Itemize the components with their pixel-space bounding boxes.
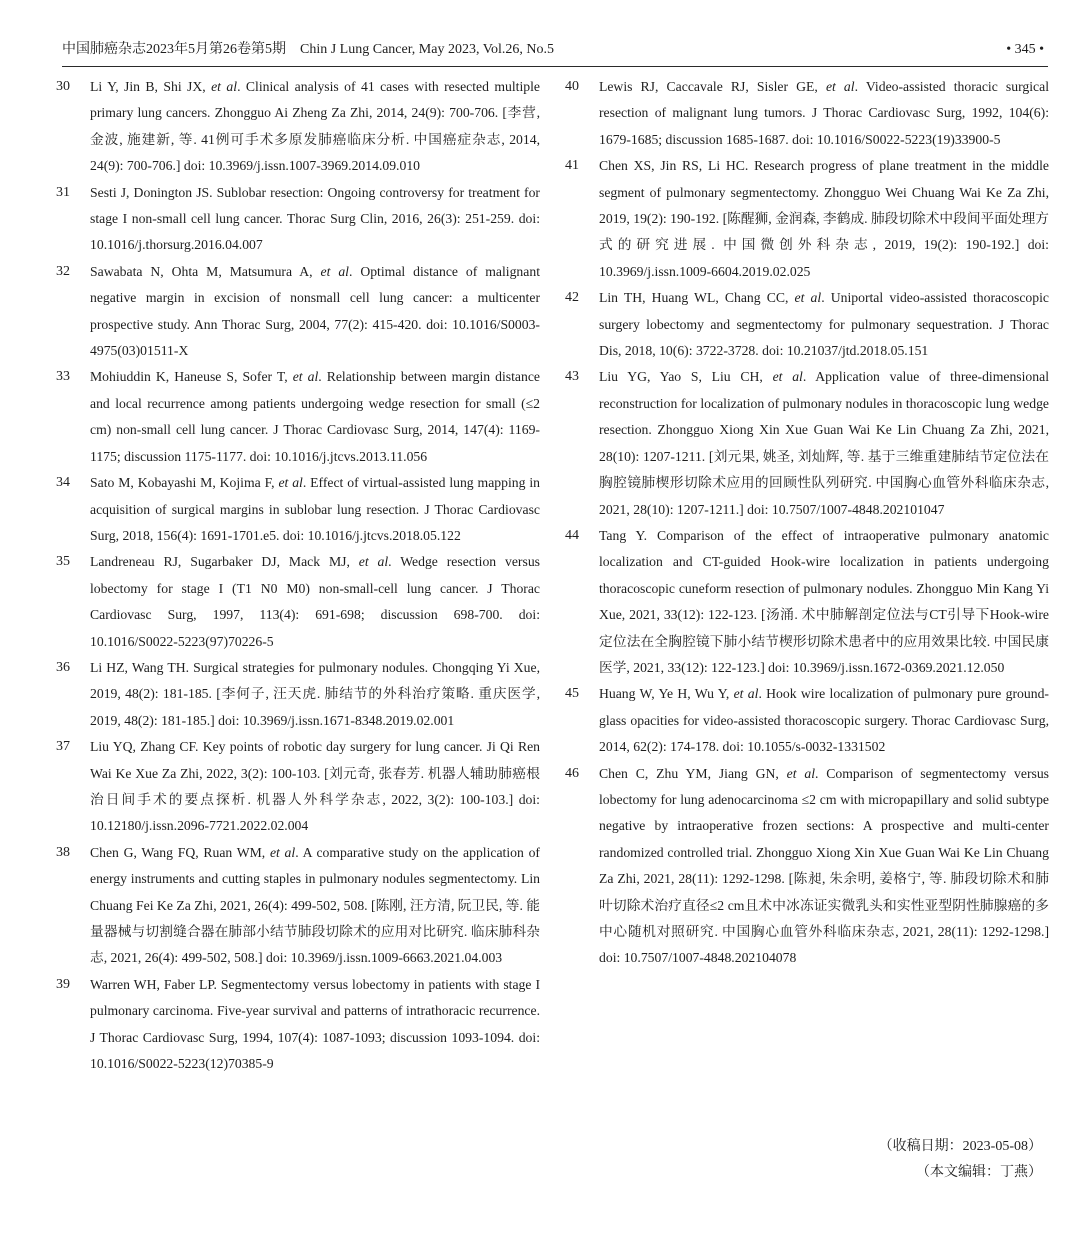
reference-text bbox=[599, 153, 1049, 285]
reference-body: Sesti J, Donington JS. Sublobar resection: Ongoing controversy for treatment for stage I non-small cell lung cancer. Thorac Surg Clin, 2016, 26(3): 251-259. doi: 10.1016/j.thorsurg.2016.04.007 bbox=[90, 184, 540, 253]
reference-body: Tang Y. Comparison of the effect of intraoperative pulmonary anatomic localization and CT-guided Hook-wire localization in patients undergoing thoracoscopic cuneform resection of pulmonary nodules. Zhongguo Min Kang Yi Xue, 2021, 33(12): 122-123. [汤涌. 术中肺解剖定位法与CT引导下Hook-wire定位法在全胸腔镜下肺小结节楔形切除术患者中的应用效果比较. 中国民康医学, 2021, 33(12): 122-123.] doi: 10.3969/j.issn.1672-0369.2021.12.050 bbox=[599, 527, 1049, 675]
reference-text bbox=[90, 972, 540, 1078]
reference-number: 42 bbox=[565, 290, 579, 306]
reference-item bbox=[56, 74, 540, 180]
reference-authors: Lewis RJ, Caccavale RJ, Sisler GE, bbox=[599, 79, 826, 94]
reference-text bbox=[90, 734, 540, 840]
reference-et-al: et al bbox=[772, 369, 803, 385]
reference-et-al: et al bbox=[278, 475, 303, 491]
reference-text bbox=[599, 74, 1049, 153]
reference-item bbox=[565, 681, 1049, 760]
reference-number: 35 bbox=[56, 554, 70, 570]
reference-item bbox=[565, 523, 1049, 681]
editor-note: （本文编辑：丁燕） bbox=[916, 1165, 1042, 1180]
reference-authors: Liu YG, Yao S, Liu CH, bbox=[599, 369, 773, 385]
reference-text bbox=[90, 840, 540, 972]
reference-body: . A comparative study on the application of energy instruments and cutting staples in pulmonary nodules segmentectomy. Lin Chuang Fei Ke Za Zhi, 2021, 26(4): 499-502, 508. [陈刚, 汪方清, 阮卫民, 等. 能量器械与切割缝合器在肺部小结节肺段切除术的应用对比研究. 临床肺科杂志, 2021, 26(4): 499-502, 508.] doi: 10.3969/j.issn.1009-6663.2021.04.003 bbox=[90, 844, 540, 966]
reference-column-right bbox=[565, 74, 1049, 972]
reference-body: . Hook wire localization of pulmonary pure ground-glass opacities for video-assisted thoracoscopic surgery. Thorac Cardiovasc Surg, 2014, 62(2): 174-178. doi: 10.1055/s-0032-1331502 bbox=[599, 686, 1049, 755]
reference-body: . Optimal distance of malignant negative margin in excision of nonsmall cell lung cancer: a multicenter prospective study. Ann Thorac Surg, 2004, 77(2): 415-420. doi: 10.1016/S0003-4975(03)01511-X bbox=[90, 263, 541, 359]
reference-item bbox=[56, 259, 540, 365]
reference-authors: Chen C, Zhu YM, Jiang GN, bbox=[599, 765, 787, 781]
reference-authors: Sato M, Kobayashi M, Kojima F, bbox=[90, 475, 279, 491]
reference-et-al: et al bbox=[320, 263, 349, 279]
reference-body: . Application value of three-dimensional reconstruction for localization of pulmonary nodules in thoracoscopic lung wedge resection. Zhongguo Xiong Xin Xue Guan Wai Ke Lin Chuang Za Zhi, 2021, 28(10): 1207-1211. [刘元果, 姚圣, 刘灿辉, 等. 基于三维重建肺结节定位法在胸腔镜肺楔形切除术应用的回顾性队列研究. 中国胸心血管外科临床杂志, 2021, 28(10): 1207-1211.] doi: 10.7507/1007-4848.202101047 bbox=[599, 369, 1049, 517]
reference-item bbox=[565, 285, 1049, 364]
reference-item bbox=[56, 549, 540, 655]
reference-text bbox=[90, 364, 540, 470]
reference-body: . Video-assisted thoracic surgical resection of malignant lung tumors. J Thorac Cardiovasc Surg, 1992, 104(6): 1679-1685; discussion 1685-1687. doi: 10.1016/S0022-5223(19)33900-5 bbox=[599, 79, 1049, 147]
reference-text bbox=[90, 655, 540, 734]
reference-et-al: et al bbox=[733, 686, 759, 702]
reference-authors: Lin TH, Huang WL, Chang CC, bbox=[599, 290, 795, 306]
reference-text bbox=[599, 364, 1049, 522]
reference-item bbox=[56, 364, 540, 470]
reference-body: . Wedge resection versus lobectomy for stage I (T1 N0 M0) non-small-cell lung cancer. J Thorac Cardiovasc Surg, 1997, 113(4): 691-698; discussion 698-700. doi: 10.1016/S0022-5223(97)70226-5 bbox=[90, 554, 540, 649]
reference-number: 32 bbox=[56, 263, 70, 279]
reference-text bbox=[90, 180, 540, 259]
reference-text bbox=[599, 761, 1049, 972]
reference-item bbox=[56, 972, 540, 1078]
reference-number: 31 bbox=[56, 184, 70, 200]
reference-et-al: et al bbox=[794, 290, 822, 306]
reference-authors: Mohiuddin K, Haneuse S, Sofer T, bbox=[90, 369, 293, 385]
reference-body: Liu YQ, Zhang CF. Key points of robotic day surgery for lung cancer. Ji Qi Ren Wai Ke Xue Za Zhi, 2022, 3(2): 100-103. [刘元奇, 张春芳. 机器人辅助肺癌根治日间手术的要点探析. 机器人外科学杂志, 2022, 3(2): 100-103.] doi: 10.12180/j.issn.2096-7721.2022.02.004 bbox=[90, 739, 540, 834]
reference-et-al: et al bbox=[211, 79, 238, 94]
reference-number: 36 bbox=[56, 659, 70, 675]
reference-number: 37 bbox=[56, 739, 70, 755]
reference-number: 43 bbox=[565, 369, 579, 385]
reference-authors: Sawabata N, Ohta M, Matsumura A, bbox=[90, 263, 321, 279]
reference-authors: Chen G, Wang FQ, Ruan WM, bbox=[90, 844, 270, 860]
reference-text bbox=[599, 285, 1049, 364]
reference-body: . Uniportal video-assisted thoracoscopic surgery lobectomy and segmentectomy for pulmonary sequestration. J Thorac Dis, 2018, 10(6): 3722-3728. doi: 10.21037/jtd.2018.05.151 bbox=[599, 290, 1049, 359]
reference-number: 46 bbox=[565, 765, 579, 781]
reference-authors: Li Y, Jin B, Shi JX, bbox=[90, 79, 212, 94]
reference-item bbox=[56, 734, 540, 840]
reference-et-al: et al bbox=[358, 554, 389, 570]
reference-item bbox=[56, 655, 540, 734]
reference-number: 40 bbox=[565, 79, 579, 94]
reference-number: 34 bbox=[56, 475, 70, 491]
reference-text bbox=[90, 259, 540, 365]
reference-item bbox=[565, 153, 1049, 285]
reference-et-al: et al bbox=[292, 369, 319, 385]
reference-item bbox=[565, 364, 1049, 522]
reference-body: . Effect of virtual-assisted lung mapping in acquisition of surgical margins in sublobar lung resection. J Thorac Cardiovasc Surg, 2018, 156(4): 1691-1701.e5. doi: 10.1016/j.jtcvs.2018.05.122 bbox=[90, 475, 540, 543]
running-header bbox=[62, 36, 1048, 67]
reference-number: 33 bbox=[56, 369, 70, 385]
reference-et-al: et al bbox=[825, 79, 855, 94]
reference-column-left bbox=[56, 74, 540, 1077]
reference-text bbox=[90, 549, 540, 655]
reference-authors: Landreneau RJ, Sugarbaker DJ, Mack MJ, bbox=[90, 554, 359, 570]
reference-body: . Relationship between margin distance and local recurrence among patients undergoing wedge resection for small (≤2 cm) non-small cell lung cancer. J Thorac Cardiovasc Surg, 2014, 147(4): 1169-1175; discussion 1175-1177. doi: 10.1016/j.jtcvs.2013.11.056 bbox=[90, 369, 540, 464]
reference-item bbox=[56, 840, 540, 972]
reference-item bbox=[56, 180, 540, 259]
reference-number: 30 bbox=[56, 79, 70, 94]
reference-number: 45 bbox=[565, 686, 579, 702]
reference-body: Li HZ, Wang TH. Surgical strategies for pulmonary nodules. Chongqing Yi Xue, 2019, 48(2): 181-185. [李何子, 汪天虎. 肺结节的外科治疗策略. 重庆医学, 2019, 48(2): 181-185.] doi: 10.3969/j.issn.1671-8348.2019.02.001 bbox=[90, 659, 540, 728]
reference-body: Warren WH, Faber LP. Segmentectomy versus lobectomy in patients with stage I pulmonary carcinoma. Five-year survival and patterns of intrathoracic recurrence. J Thorac Cardiovasc Surg, 1994, 107(4): 1087-1093; discussion 1093-1094. doi: 10.1016/S0022-5223(12)70385-9 bbox=[90, 976, 540, 1072]
page-number: • 345 • bbox=[1006, 42, 1044, 57]
reference-text bbox=[599, 681, 1049, 760]
reference-number: 41 bbox=[565, 158, 579, 174]
reference-number: 44 bbox=[565, 527, 579, 543]
reference-text bbox=[599, 523, 1049, 681]
reference-authors: Huang W, Ye H, Wu Y, bbox=[599, 686, 734, 702]
reference-number: 39 bbox=[56, 976, 70, 992]
reference-text bbox=[90, 470, 540, 549]
received-date: （收稿日期：2023-05-08） bbox=[878, 1139, 1042, 1154]
reference-et-al: et al bbox=[786, 765, 815, 781]
reference-item bbox=[56, 470, 540, 549]
reference-body: Chen XS, Jin RS, Li HC. Research progress of plane treatment in the middle segment of pulmonary segmentectomy. Zhongguo Wei Chuang Wai Ke Za Zhi, 2019, 19(2): 190-192. [陈醒狮, 金润森, 李鹤成. 肺段切除术中段间平面处理方式的研究进展. 中国微创外科杂志, 2019, 19(2): 190-192.] doi: 10.3969/j.issn.1009-6604.2019.02.025 bbox=[599, 158, 1049, 279]
reference-item bbox=[565, 74, 1049, 153]
reference-et-al: et al bbox=[269, 844, 296, 860]
reference-number: 38 bbox=[56, 844, 70, 860]
reference-body: . Clinical analysis of 41 cases with resected multiple primary lung cancers. Zhongguo Ai Zheng Za Zhi, 2014, 24(9): 700-706. [李营, 金波, 施建新, 等. 41例可手术多原发肺癌临床分析. 中国癌症杂志, 2014, 24(9): 700-706.] doi: 10.3969/j.issn.1007-3969.2014.09.010 bbox=[90, 79, 540, 174]
reference-text bbox=[90, 74, 540, 180]
reference-item bbox=[565, 761, 1049, 972]
reference-body: . Comparison of segmentectomy versus lobectomy for lung adenocarcinoma ≤2 cm with micropapillary and solid subtype negative by intraoperative frozen sections: A prospective and multi-center randomized controlled trial. Zhongguo Xiong Xin Xue Guan Wai Ke Lin Chuang Za Zhi, 2021, 28(11): 1292-1298. [陈昶, 朱余明, 姜格宁, 等. 肺段切除术和肺叶切除术治疗直径≤2 cm且术中冰冻证实微乳头和实性亚型阴性肺腺癌的多中心随机对照研究. 中国胸心血管外科临床杂志, 2021, 28(11): 1292-1298.] doi: 10.7507/1007-4848.202104078 bbox=[599, 765, 1049, 966]
journal-citation: 中国肺癌杂志2023年5月第26卷第5期 Chin J Lung Cancer, May 2023, Vol.26, No.5 bbox=[62, 42, 555, 57]
